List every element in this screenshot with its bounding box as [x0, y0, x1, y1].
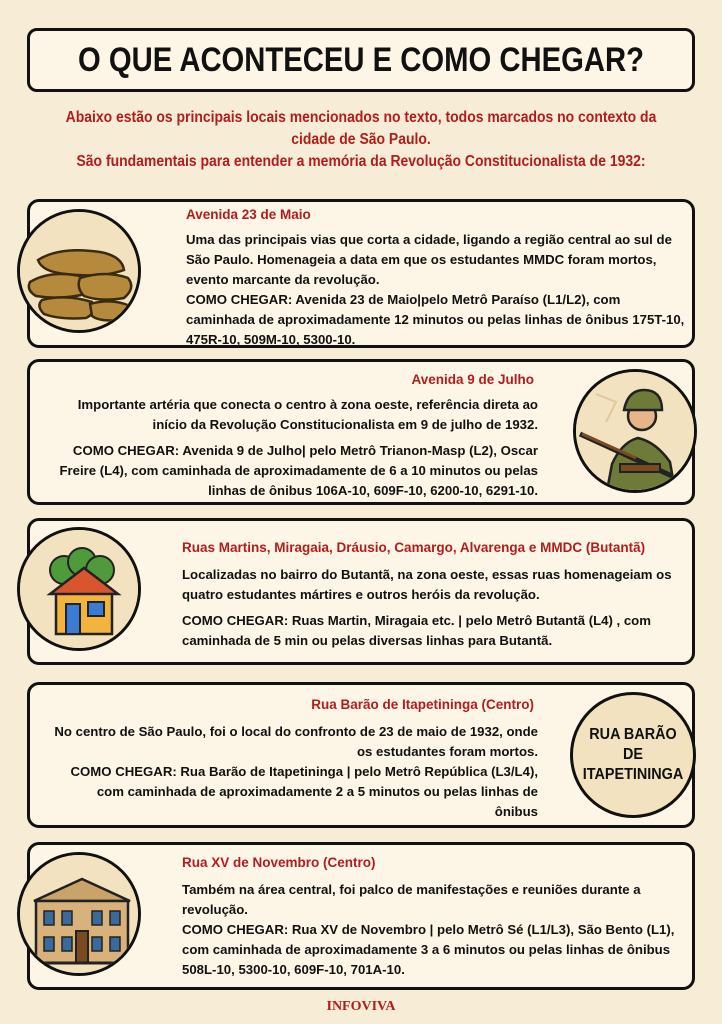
building-icon: [17, 852, 141, 976]
page-title: O QUE ACONTECEU E COMO CHEGAR?: [78, 40, 644, 79]
card-description: Também na área central, foi palco de manifestações e reuniões durante a revolução.: [182, 882, 641, 917]
card-how-to-get: COMO CHEGAR: Rua Barão de Itapetininga | pelo Metrô República (L3/L4), com caminhada de aproximadamente 2 a 5 minutos ou pelas linhas de ônibus: [70, 764, 538, 819]
title-box: [27, 28, 695, 92]
card-heading: Rua XV de Novembro (Centro): [182, 855, 376, 870]
card-heading: Avenida 9 de Julho: [411, 372, 534, 387]
card-how-to-get: COMO CHEGAR: Avenida 9 de Julho| pelo Metrô Trianon-Masp (L2), Oscar Freire (L4), com caminhada de aproximadamente de 6 a 10 minutos ou pelas linhas de ônibus 106A-10, 609F-10, 6200-10, 6291-10.: [59, 443, 538, 498]
card-how-to-get: COMO CHEGAR: Avenida 23 de Maio|pelo Metrô Paraíso (L1/L2), com caminhada de aproximadamente 12 minutos ou pelas linhas de ônibus 175T-10, 475R-10, 509M-10, 5300-10.: [186, 292, 685, 347]
card-heading: Rua Barão de Itapetininga (Centro): [311, 697, 534, 712]
sandbags-icon: [17, 209, 141, 333]
street-badge-label: RUA BARÃO DE ITAPETININGA: [582, 726, 684, 783]
street-badge: [570, 692, 696, 818]
intro: [20, 107, 702, 173]
card-description: Uma das principais vias que corta a cidade, ligando a região central ao sul de São Paulo. Homenageia a data em que os estudantes MMDC foram mortos, evento marcante da revolução.: [186, 232, 672, 287]
card-description: No centro de São Paulo, foi o local do confronto de 23 de maio de 1932, onde os estudantes foram mortos.: [54, 724, 538, 759]
intro-line-1: Abaixo estão os principais locais mencionados no texto, todos marcados no contexto da cidade de São Paulo.: [65, 109, 657, 148]
house-icon: [17, 527, 141, 651]
soldier-icon: [573, 369, 697, 493]
card-how-to-get: COMO CHEGAR: Ruas Martin, Miragaia etc. | pelo Metrô Butantã (L4) , com caminhada de 5 min ou pelas diversas linhas para Butantã.: [182, 613, 651, 648]
card-description: Localizadas no bairro do Butantã, na zona oeste, essas ruas homenageiam os quatro estudantes mártires e outros heróis da revolução.: [182, 567, 672, 602]
footer-brand: INFOVIVA: [326, 999, 396, 1014]
card-heading: Avenida 23 de Maio: [186, 207, 311, 222]
intro-line-2: São fundamentais para entender a memória da Revolução Constitucionalista de 1932:: [76, 153, 646, 170]
card-heading: Ruas Martins, Miragaia, Dráusio, Camargo, Alvarenga e MMDC (Butantã): [182, 540, 646, 555]
card-description: Importante artéria que conecta o centro à zona oeste, referência direta ao início da Revolução Constitucionalista em 9 de julho de 1932.: [77, 397, 538, 432]
card-how-to-get: COMO CHEGAR: Rua XV de Novembro | pelo Metrô Sé (L1/L3), São Bento (L1), com caminhada de aproximadamente 3 a 6 minutos ou pelas linhas de ônibus 508L-10, 5300-10, 609F-10, 701A-10.: [182, 922, 675, 977]
